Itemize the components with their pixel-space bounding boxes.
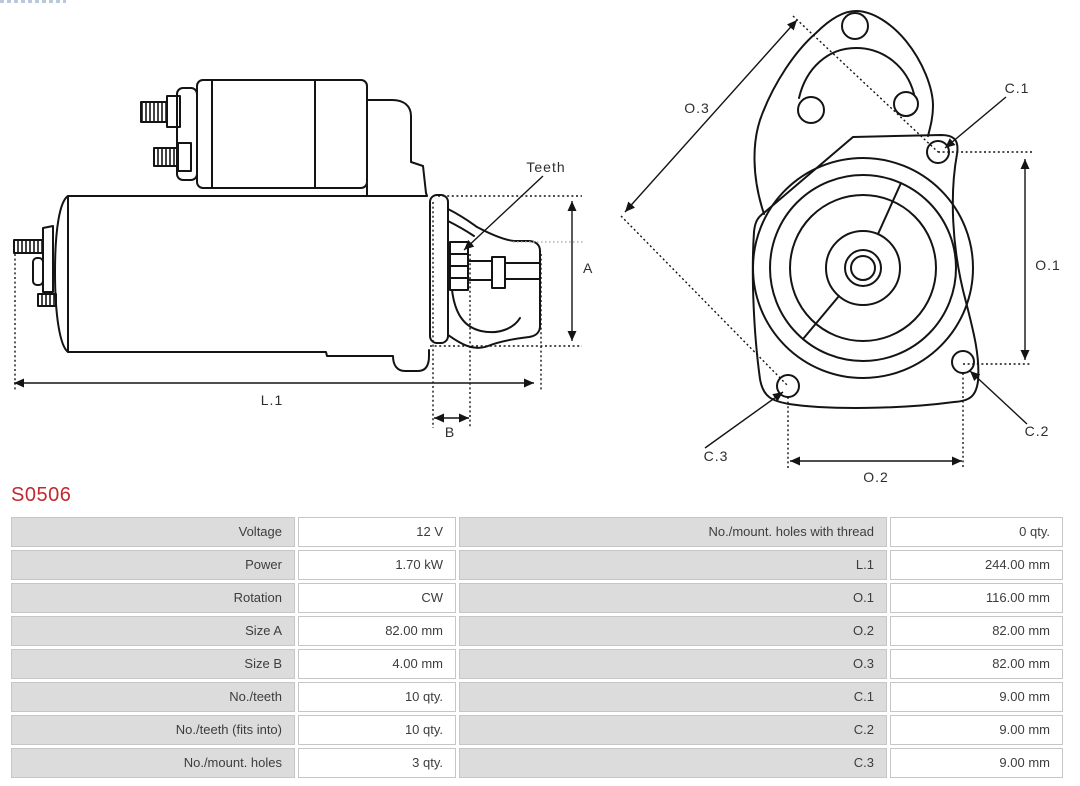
size-a-label: A xyxy=(583,260,594,276)
spec-label-cell: Rotation xyxy=(11,583,295,613)
spec-value-cell: 10 qty. xyxy=(298,715,456,745)
spec-value-cell: 4.00 mm xyxy=(298,649,456,679)
body-circle-3 xyxy=(790,195,936,341)
pinion-teeth-lines xyxy=(450,254,468,278)
solenoid-terminal-head-1 xyxy=(167,96,180,127)
crown-hole-top xyxy=(842,13,868,39)
solenoid-terminal-thread-2 xyxy=(154,148,178,166)
c3-leader xyxy=(705,392,783,448)
o2-label: O.2 xyxy=(863,469,889,485)
spec-value-cell: CW xyxy=(298,583,456,613)
spec-label-cell: C.3 xyxy=(459,748,887,778)
spec-label-cell: No./teeth xyxy=(11,682,295,712)
solenoid-terminal-thread-1 xyxy=(141,102,167,122)
c2-leader xyxy=(970,371,1027,424)
stud-block xyxy=(43,226,53,292)
spec-row xyxy=(11,649,1063,679)
spec-label-cell: C.2 xyxy=(459,715,887,745)
spec-value-cell: 1.70 kW xyxy=(298,550,456,580)
motor-body-cap xyxy=(55,196,68,352)
motor-body xyxy=(68,196,429,371)
solenoid-terminal-head-2 xyxy=(178,143,191,171)
radial-lines xyxy=(803,183,901,339)
crown-hole-right xyxy=(894,92,918,116)
spec-row xyxy=(11,748,1063,778)
spec-value-cell: 3 qty. xyxy=(298,748,456,778)
terminal-thread xyxy=(14,240,43,253)
spec-row xyxy=(11,682,1063,712)
shaft-nose xyxy=(492,257,505,288)
spec-value-cell: 82.00 mm xyxy=(890,616,1063,646)
spec-value-cell: 9.00 mm xyxy=(890,748,1063,778)
spec-row xyxy=(11,715,1063,745)
body-circle-outer xyxy=(753,158,973,378)
spec-label-cell: L.1 xyxy=(459,550,887,580)
c2-label: C.2 xyxy=(1024,423,1050,439)
spec-label-cell: O.3 xyxy=(459,649,887,679)
c1-label: C.1 xyxy=(1004,80,1030,96)
spec-table xyxy=(8,514,1066,781)
spec-row xyxy=(11,517,1063,547)
spec-value-cell: 12 V xyxy=(298,517,456,547)
stud-bump xyxy=(33,258,43,285)
spec-row xyxy=(11,550,1063,580)
small-stud xyxy=(38,294,56,306)
front-view xyxy=(753,11,979,408)
solenoid-seams xyxy=(212,81,315,187)
spec-value-cell: 82.00 mm xyxy=(890,649,1063,679)
spec-label-cell: Voltage xyxy=(11,517,295,547)
side-view xyxy=(14,80,540,371)
spec-label-cell: Power xyxy=(11,550,295,580)
extension-line xyxy=(793,16,938,152)
size-b-label: B xyxy=(444,424,456,440)
spec-value-cell: 9.00 mm xyxy=(890,682,1063,712)
c1-leader xyxy=(945,97,1006,148)
dimension-o3 xyxy=(625,20,797,212)
hole-c2 xyxy=(952,351,974,373)
spec-value-cell: 82.00 mm xyxy=(298,616,456,646)
spec-label-cell: Size A xyxy=(11,616,295,646)
end-bracket-crown xyxy=(754,11,933,214)
spec-value-cell: 116.00 mm xyxy=(890,583,1063,613)
solenoid-bracket xyxy=(367,100,427,196)
spec-label-cell: No./teeth (fits into) xyxy=(11,715,295,745)
spec-row xyxy=(11,583,1063,613)
spec-label-cell: O.1 xyxy=(459,583,887,613)
shaft xyxy=(468,261,492,280)
hub-circle xyxy=(826,231,900,305)
o3-label: O.3 xyxy=(684,100,710,116)
drive-housing-inner xyxy=(448,221,520,332)
body-circle-2 xyxy=(770,175,956,361)
spec-label-cell: Size B xyxy=(11,649,295,679)
o1-label: O.1 xyxy=(1035,257,1061,273)
extension-line xyxy=(621,216,788,386)
c3-label: C.3 xyxy=(703,448,729,464)
l1-label: L.1 xyxy=(260,392,284,408)
crown-inner-arc xyxy=(799,48,914,98)
part-number: S0506 xyxy=(11,484,72,506)
shaft-bore xyxy=(851,256,875,280)
spec-value-cell: 244.00 mm xyxy=(890,550,1063,580)
spec-row xyxy=(11,616,1063,646)
spec-label-cell: No./mount. holes xyxy=(11,748,295,778)
side-dimensions xyxy=(14,176,584,428)
shaft-nose-lines xyxy=(505,263,539,279)
spec-value-cell: 9.00 mm xyxy=(890,715,1063,745)
spec-label-cell: C.1 xyxy=(459,682,887,712)
spec-value-cell: 0 qty. xyxy=(890,517,1063,547)
spec-label-cell: O.2 xyxy=(459,616,887,646)
spec-value-cell: 10 qty. xyxy=(298,682,456,712)
crown-hole-left xyxy=(798,97,824,123)
spec-label-cell: No./mount. holes with thread xyxy=(459,517,887,547)
solenoid-body xyxy=(197,80,367,188)
teeth-label: Teeth xyxy=(526,159,566,175)
